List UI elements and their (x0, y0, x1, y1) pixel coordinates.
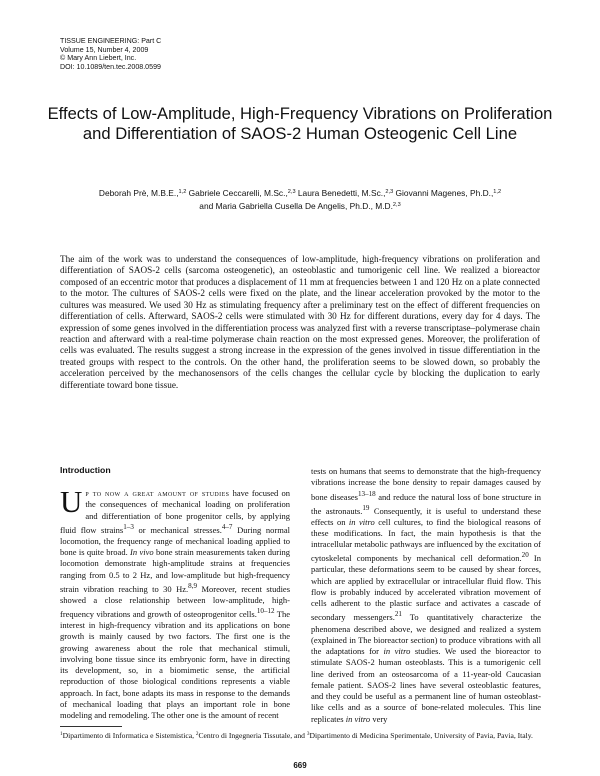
body-text: During normal locomotion, the frequency range of mechanical loading applied to bone is quite broad. (60, 524, 291, 558)
drop-cap: U (60, 484, 83, 519)
citation: 4–7 (221, 522, 233, 531)
author-list (50, 187, 550, 213)
citation: 19 (362, 503, 370, 512)
lead-in-text: p to now a great amount of studies (85, 488, 230, 498)
italic-term: in vitro (348, 516, 375, 527)
italic-term: In vivo (130, 547, 154, 558)
author-affiliation: 1,2 (178, 189, 187, 195)
author-affiliation: 1,2 (493, 189, 502, 195)
author: Giovanni Magenes, Ph.D., (395, 188, 494, 198)
journal-copyright: © Mary Ann Liebert, Inc. (60, 54, 137, 63)
author: Gabriele Ceccarelli, M.Sc., (188, 188, 288, 198)
footnote-divider (60, 726, 122, 727)
section-heading: Introduction (60, 465, 111, 475)
journal-name: TISSUE ENGINEERING: Part C (60, 37, 162, 45)
citation: 10–12 (256, 607, 275, 616)
citation: 13–18 (357, 489, 376, 498)
body-text: In particular, these deformations seem to be caused by shear forces, which are applied by extracellular or intracellular fluid flow. This flow is probably induced by accelerated vibration movement of cells adherent to the plastic surface and activates a cascade of secondary messengers. (311, 553, 541, 623)
footnote-text: Dipartimento di Medicina Sperimentale, University of Pavia, Pavia, Italy. (309, 731, 533, 740)
author: Deborah Prè, M.B.E., (98, 188, 179, 198)
abstract: The aim of the work was to understand the consequences of low-amplitude, high-frequency vibrations on proliferation and differentiation of SAOS-2 cells (sarcoma osteogenetic), an osteoblastic and tumorigenic cell line. We realized a bioreactor composed of an eccentric motor that produces a displacement of 11 mm at frequencies between 1 and 120 Hz on a plate connected to the motor. The cultures of SAOS-2 cells were fixed on the plate, and the linear acceleration provoked by the motor to the cultures was measured. We used 30 Hz as stimulating frequency after a preliminary test on the effect of different frequencies on differentiation of cells. Afterward, SAOS-2 cells were stimulated with 30 Hz for different durations, every day for 4 days. The expression of some genes involved in the differentiation process was analyzed first with a reverse transcriptase–polymerase chain reaction and afterward with a real-time polymerase chain reaction on the most expressed genes. Moreover, the proliferation of cells was evaluated. The results suggest a strong increase in the expression of the genes involved in tissue differentiation in the treated groups with respect to the controls. On the other hand, the proliferation seems to be slowed down, so probably the acceleration perceived by the mechanosensors of the cells changes the cellular cycle by blocking the duplication to early differentiate toward bone tissue. (60, 254, 540, 390)
footnote-marker: 3 (306, 731, 310, 737)
body-text: studies. We used the bioreactor to stimulate SAOS-2 human osteoblasts. This is a tumorigenic cell line derived from an osteosarcoma of a 11-year-old Caucasian female patient. SAOS-2 lines have several osteoblastic features, and they could be useful as a permanent line of human osteoblast-like cells and as a source of bone-related molecules. This line replicates (311, 646, 541, 724)
footnote-text: Dipartimento di Informatica e Sistemistica, (62, 731, 196, 740)
body-text: cell cultures, to find the biological reasons of these modifications. In fact, the main hypothesis is that the intracellular metabolic pathways are influenced by the excitation of cytoskeletal components by mechanical cell deformation. (311, 516, 541, 564)
body-text: or mechanical stresses. (133, 524, 222, 535)
citation: 21 (394, 610, 402, 619)
italic-term: in vitro (383, 646, 411, 657)
body-text: tests on humans that seems to demonstrate that the high-frequency vibrations increase the bone density to repair damages caused by bone diseases (311, 466, 541, 502)
author-affiliation: 2,3 (392, 202, 401, 209)
body-text: Consequently, it is useful to understand these effects on (311, 505, 541, 527)
citation: 8,9 (188, 581, 198, 590)
intro-column-left (60, 465, 290, 721)
body-text: and reduce the natural loss of bone structure in the astronauts. (311, 491, 541, 516)
body-text: bone strain measurements taken during locomotion demonstrate high-amplitude strains at frequencies ranging from 0.5 to 2 Hz, and low-amplitude but high-frequency strain vibration reaching to 30 Hz. (60, 547, 290, 594)
footnote-text: Centro di Ingegneria Tissutale, and (198, 731, 307, 740)
body-text: The interest in high-frequency vibration and its applications on bone growth is mainly caused by two factors. The first one is the growing awareness about the role that mechanical stimuli, involving bone tissue since its embryonic form, have in directing its development, so, in a biomimetic sense, the artificial reproduction of those biological conditions represents a viable approach. In fact, bone adapts its mass in response to the demands of mechanical loading that plays an important role in bone modeling and remodeling. The other one is the amount of recent (60, 608, 291, 721)
journal-volume: Volume 15, Number 4, 2009 (60, 45, 149, 54)
body-text: To quantitatively characterize the phenomena described above, we designed and realized a system (explained in The bioreactor section) to produce vibrations with all the adaptations for (311, 612, 541, 657)
intro-paragraph (60, 484, 291, 721)
journal-doi: DOI: 10.1089/ten.tec.2008.0599 (60, 62, 161, 71)
body-text: Moreover, recent studies showed a close relationship between low-amplitude, high-frequency vibrations and growth of osteoprogenitor cells. (60, 583, 291, 619)
body-text: very (370, 713, 388, 724)
footnote-marker: 2 (195, 731, 199, 737)
journal-header (60, 37, 161, 71)
author: Laura Benedetti, M.Sc., (297, 188, 386, 198)
citation: 20 (521, 551, 529, 560)
intro-column-right (311, 466, 541, 725)
citation: 1–3 (123, 522, 134, 531)
author-affiliation: 2,3 (385, 189, 394, 195)
italic-term: in vitro (345, 713, 371, 724)
body-text: have focused on the consequences of mechanical loading on proliferation and differentiation of bone progenitor cells, by applying fluid flow strains (60, 488, 290, 535)
author-affiliation: 2,3 (287, 189, 296, 195)
author: and Maria Gabriella Cusella De Angelis, Ph.D., M.D. (199, 201, 393, 212)
paper-title: Effects of Low-Amplitude, High-Frequency Vibrations on Proliferation and Differentiation of SAOS-2 Human Osteogenic Cell Line (47, 104, 553, 144)
affiliation-footnote (60, 731, 540, 741)
footnote-marker: 1 (60, 731, 63, 737)
page-number: 669 (293, 761, 307, 770)
